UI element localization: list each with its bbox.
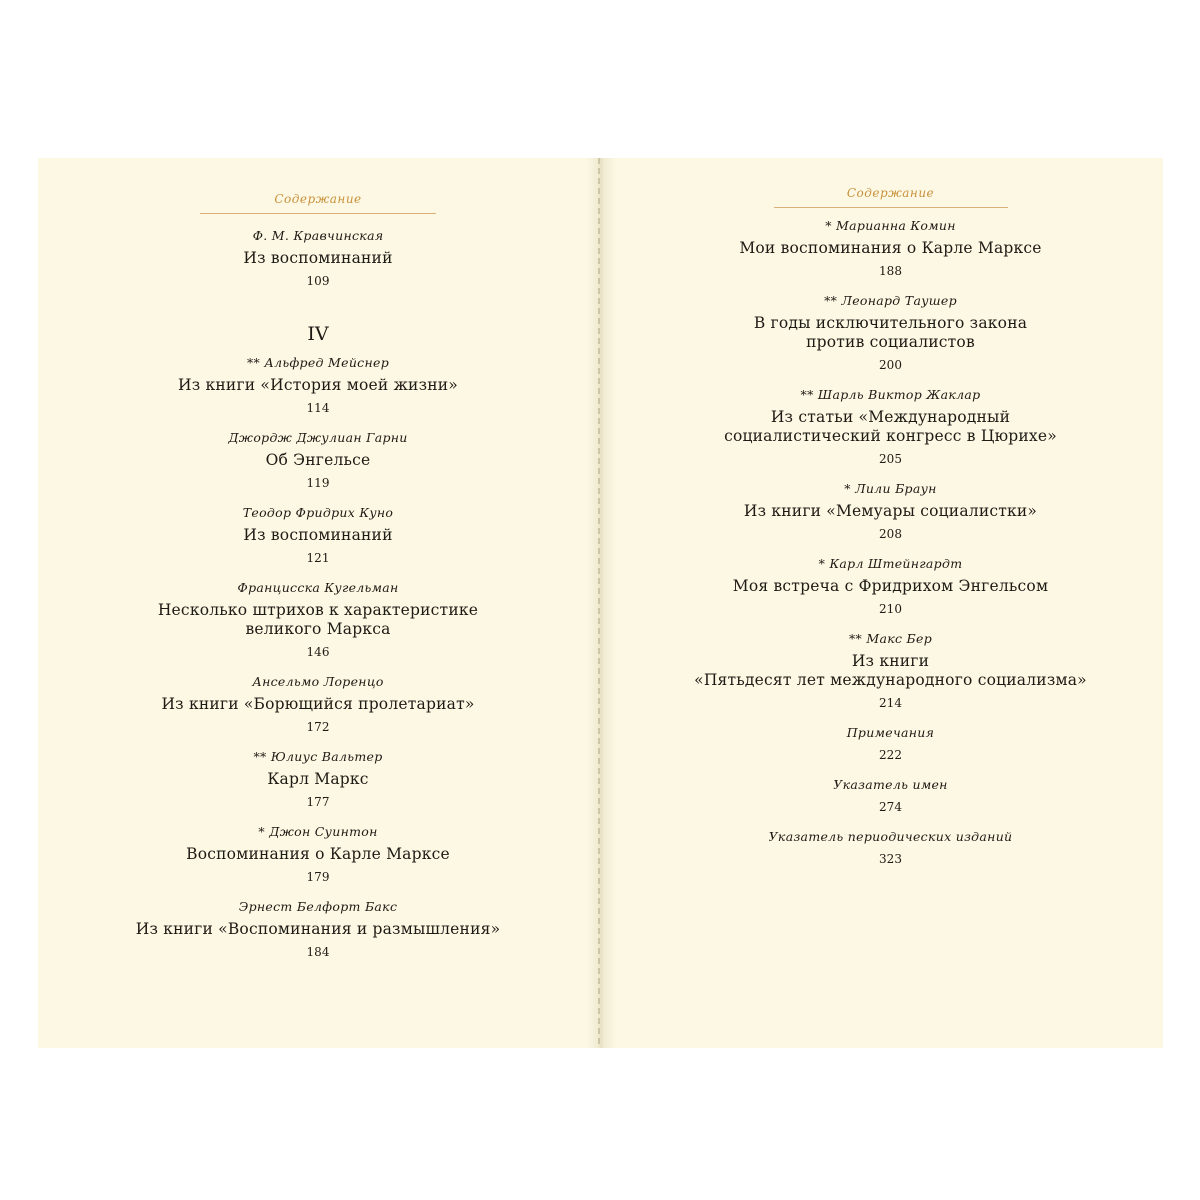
entry-title: В годы исключительного закона против социалистов	[753, 314, 1028, 351]
toc-entry	[638, 631, 1143, 711]
entry-title: Из воспоминаний	[243, 526, 393, 544]
toc-entry	[638, 293, 1143, 373]
entry-page-number: 210	[879, 602, 902, 616]
entry-title: Из воспоминаний	[243, 249, 393, 267]
entry-title: Из статьи «Международный социалистический конгресс в Цюрихе»	[724, 408, 1057, 445]
toc-back-matter	[638, 725, 1143, 763]
entry-page-number: 208	[879, 527, 902, 541]
back-matter-page-number: 222	[879, 748, 902, 762]
toc-entry	[68, 430, 568, 491]
entry-page-number: 121	[306, 551, 330, 565]
toc-entry	[68, 228, 568, 289]
entry-title: Из книги «Борющийся пролетариат»	[161, 695, 475, 713]
entry-author: ** Макс Бер	[848, 631, 933, 646]
back-matter-label: Примечания	[846, 725, 935, 740]
entry-page-number: 205	[879, 452, 902, 466]
entry-title: Карл Маркс	[267, 770, 369, 788]
toc-entry	[68, 674, 568, 735]
entry-author: Ансельмо Лоренцо	[252, 674, 384, 689]
header-rule	[200, 213, 436, 214]
entry-author: ** Юлиус Вальтер	[253, 749, 383, 764]
entry-page-number: 184	[306, 945, 330, 959]
entry-page-number: 172	[306, 720, 330, 734]
entry-page-number: 109	[306, 274, 330, 288]
left-page	[68, 158, 568, 1048]
toc-entry	[638, 387, 1143, 467]
back-matter-page-number: 323	[879, 852, 902, 866]
entry-author: * Марианна Комин	[825, 218, 956, 233]
back-matter-page-number: 274	[879, 800, 902, 814]
entry-title: Воспоминания о Карле Марксе	[186, 845, 450, 863]
entry-title: Несколько штрихов к характеристике великого Маркса	[157, 601, 479, 638]
entry-author: Францисска Кугельман	[237, 580, 399, 595]
toc-back-matter	[638, 777, 1143, 815]
entry-title: Моя встреча с Фридрихом Энгельсом	[732, 577, 1049, 595]
entry-page-number: 179	[306, 870, 330, 884]
entry-author: * Карл Штейнгардт	[818, 556, 963, 571]
toc-entry	[638, 556, 1143, 617]
back-matter-label: Указатель имен	[833, 777, 948, 792]
entry-author: Эрнест Белфорт Бакс	[238, 899, 398, 914]
entry-title: Из книги «Мемуары социалистки»	[743, 502, 1038, 520]
header-rule	[774, 207, 1008, 208]
entry-author: ** Альфред Мейснер	[246, 355, 390, 370]
running-head: Содержание	[274, 192, 362, 206]
toc-entry	[68, 749, 568, 810]
toc-back-matter	[638, 829, 1143, 867]
running-head: Содержание	[846, 186, 935, 200]
entry-page-number: 146	[306, 645, 330, 659]
entry-author: ** Шарль Виктор Жаклар	[800, 387, 981, 402]
book-gutter	[586, 158, 616, 1048]
entry-page-number: 177	[306, 795, 330, 809]
toc-entry	[638, 481, 1143, 542]
toc-entry	[638, 218, 1143, 279]
toc-entry	[68, 824, 568, 885]
entry-title: Из книги «Воспоминания и размышления»	[135, 920, 501, 938]
back-matter-label: Указатель периодических изданий	[768, 829, 1013, 844]
entry-author: * Лили Браун	[844, 481, 937, 496]
entry-author: Ф. М. Кравчинская	[252, 228, 384, 243]
entry-author: ** Леонард Таушер	[824, 293, 957, 308]
entry-page-number: 114	[306, 401, 330, 415]
entry-title: Об Энгельсе	[265, 451, 371, 469]
toc-entry	[68, 505, 568, 566]
binding-stitch	[598, 158, 600, 1048]
toc-entry	[68, 580, 568, 660]
entry-page-number: 119	[306, 476, 330, 490]
entry-title: Из книги «История моей жизни»	[178, 376, 458, 394]
toc-entry	[68, 355, 568, 416]
toc-entry	[68, 899, 568, 960]
book-spread	[38, 158, 1163, 1048]
entry-author: Джордж Джулиан Гарни	[228, 430, 408, 445]
entry-title: Мои воспоминания о Карле Марксе	[739, 239, 1042, 257]
entry-page-number: 214	[879, 696, 902, 710]
entry-author: * Джон Суинтон	[258, 824, 378, 839]
entry-page-number: 200	[879, 358, 902, 372]
entry-title: Из книги «Пятьдесят лет международного социализма»	[694, 652, 1087, 689]
section-number: IV	[307, 323, 329, 345]
right-page	[638, 158, 1143, 1048]
entry-author: Теодор Фридрих Куно	[242, 505, 394, 520]
entry-page-number: 188	[879, 264, 902, 278]
